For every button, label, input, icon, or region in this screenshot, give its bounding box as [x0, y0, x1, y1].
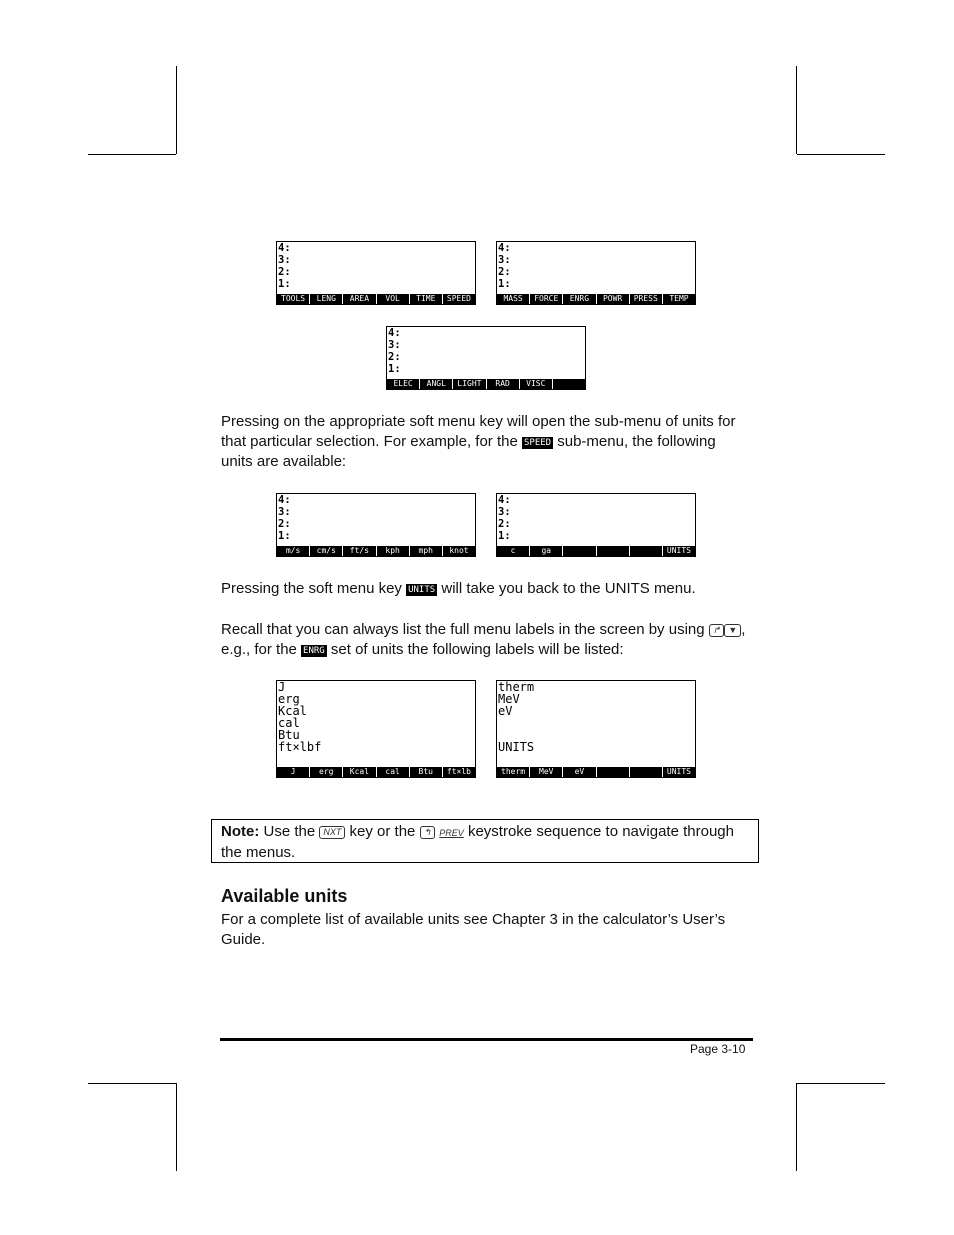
soft-key[interactable] [630, 767, 662, 777]
soft-key[interactable] [597, 546, 629, 556]
soft-key[interactable]: LIGHT [453, 379, 485, 389]
soft-key[interactable]: MASS [497, 294, 529, 304]
right-shift-key-icon: ↱ [709, 624, 725, 637]
soft-key[interactable]: ft×lb [443, 767, 475, 777]
calculator-screen-units-menu-1 [276, 241, 476, 305]
soft-menu-bar [277, 294, 475, 304]
crop-mark [88, 154, 176, 155]
soft-key[interactable]: PRESS [630, 294, 662, 304]
soft-key[interactable]: mph [410, 546, 442, 556]
soft-key[interactable]: ft/s [343, 546, 375, 556]
section-heading: Available units [221, 886, 348, 906]
paragraph-soft-menu: Pressing on the appropriate soft menu key will open the sub-menu of units for that particular selection. For example, for the SPEED sub-menu, the following units are available: [221, 413, 736, 470]
soft-key[interactable]: POWR [597, 294, 629, 304]
label-list: therm MeV eV UNITS [498, 680, 535, 754]
soft-key[interactable]: AREA [343, 294, 375, 304]
soft-key[interactable]: Btu [410, 767, 442, 777]
calculator-screen-units-menu-3 [386, 326, 586, 390]
stack-levels: 4: 3: 2: 1: [278, 494, 291, 542]
footer-rule [220, 1038, 753, 1041]
soft-key[interactable]: FORCE [530, 294, 562, 304]
soft-key[interactable]: knot [443, 546, 475, 556]
soft-key[interactable]: SPEED [443, 294, 475, 304]
stack-levels: 4: 3: 2: 1: [388, 327, 401, 375]
soft-key[interactable]: erg [310, 767, 342, 777]
soft-key[interactable] [597, 767, 629, 777]
calculator-screen-speed-menu-2 [496, 493, 696, 557]
paragraph-list-labels: Recall that you can always list the full menu labels in the screen by using ↱ ▼ , e.g., for the ENRG set of units the following labels will be listed: [221, 621, 746, 658]
soft-key[interactable] [563, 546, 595, 556]
section-body: For a complete list of available units see Chapter 3 in the calculator’s User’s Guide. [221, 911, 726, 948]
soft-menu-bar [277, 546, 475, 556]
note-box [211, 819, 759, 863]
crop-mark [797, 154, 885, 155]
soft-key[interactable]: ANGL [420, 379, 452, 389]
soft-key[interactable]: MeV [530, 767, 562, 777]
enrg-softkey-icon: ENRG [303, 646, 325, 656]
crop-mark [796, 1083, 797, 1171]
soft-key[interactable] [630, 546, 662, 556]
soft-menu-bar [497, 546, 695, 556]
soft-menu-bar [497, 767, 695, 777]
soft-key[interactable]: UNITS [663, 546, 695, 556]
note-label: Note: [221, 823, 260, 840]
nxt-key-icon: NXT [319, 826, 345, 839]
crop-mark [796, 66, 797, 154]
stack-levels: 4: 3: 2: 1: [278, 242, 291, 290]
soft-key[interactable]: cal [377, 767, 409, 777]
soft-key[interactable]: ELEC [387, 379, 419, 389]
soft-key[interactable]: RAD [487, 379, 519, 389]
label-list: J erg Kcal cal Btu ft×lbf [278, 680, 322, 754]
soft-key[interactable]: VOL [377, 294, 409, 304]
crop-mark [797, 1083, 885, 1084]
soft-key[interactable]: Kcal [343, 767, 375, 777]
soft-key[interactable]: kph [377, 546, 409, 556]
calculator-screen-units-menu-2 [496, 241, 696, 305]
speed-softkey-icon: SPEED [523, 438, 552, 448]
soft-key[interactable]: c [497, 546, 529, 556]
calculator-screen-energy-list-1 [276, 680, 476, 778]
crop-mark [88, 1083, 176, 1084]
soft-key[interactable]: TOOLS [277, 294, 309, 304]
calculator-screen-energy-list-2 [496, 680, 696, 778]
stack-levels: 4: 3: 2: 1: [498, 242, 511, 290]
soft-key[interactable]: m/s [277, 546, 309, 556]
crop-mark [176, 66, 177, 154]
soft-key[interactable]: TIME [410, 294, 442, 304]
soft-key[interactable]: TEMP [663, 294, 695, 304]
paragraph-units-key: Pressing the soft menu key UNITS will take you back to the UNITS menu. [221, 580, 696, 597]
down-arrow-key-icon: ▼ [724, 624, 741, 637]
page-number: Page 3-10 [690, 1042, 746, 1056]
note-text: Note: Use the NXT key or the ↰ PREV keystroke sequence to navigate through the menus. [221, 823, 734, 861]
soft-key[interactable]: ENRG [563, 294, 595, 304]
soft-key[interactable]: VISC [520, 379, 552, 389]
soft-key[interactable]: eV [563, 767, 595, 777]
prev-key-icon: PREV [439, 828, 464, 838]
soft-key[interactable]: LENG [310, 294, 342, 304]
calculator-screen-speed-menu-1 [276, 493, 476, 557]
units-softkey-icon: UNITS [408, 585, 436, 595]
soft-key[interactable]: J [277, 767, 309, 777]
stack-levels: 4: 3: 2: 1: [498, 494, 511, 542]
soft-key[interactable]: cm/s [310, 546, 342, 556]
crop-mark [176, 1083, 177, 1171]
soft-key[interactable]: therm [497, 767, 529, 777]
soft-key[interactable]: UNITS [663, 767, 695, 777]
soft-menu-bar [497, 294, 695, 304]
soft-menu-bar [387, 379, 585, 389]
soft-key[interactable]: ga [530, 546, 562, 556]
soft-key[interactable] [553, 379, 585, 389]
soft-menu-bar [277, 767, 475, 777]
left-shift-key-icon: ↰ [420, 826, 436, 839]
